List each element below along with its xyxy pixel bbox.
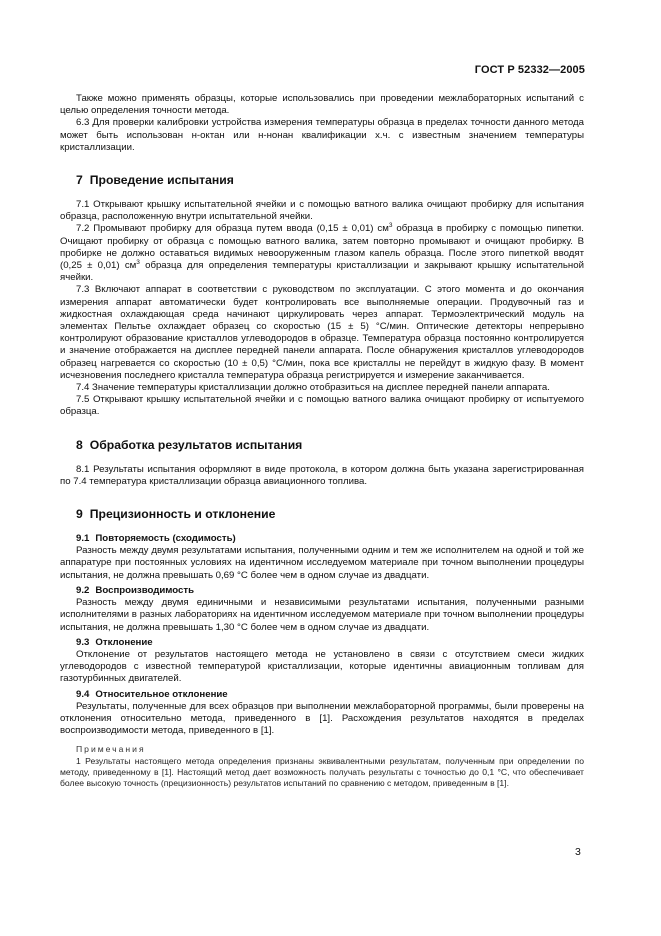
- section-number: 9: [76, 507, 83, 522]
- subsection-9-2-heading: [76, 585, 584, 597]
- text-span: образца в пробирку с помощью пипетки. Очищают пробирку от образца с помощью ватного валика, затем повторно промывают и очищают пробирку. В пробирке не должно оставаться видимых невооруженным глазом капель образца. После этого пипеткой вводят (0,25 ± 0,01) см: [60, 223, 584, 272]
- section-number: 8: [76, 437, 83, 452]
- subsection-title: Относительное отклонение: [95, 688, 228, 700]
- subsection-9-3-heading: [76, 637, 584, 649]
- paragraph-7-4: 7.4 Значение температуры кристаллизации должно отобразиться на дисплее передней панели аппарата.: [76, 382, 550, 394]
- section-title: Обработка результатов испытания: [89, 437, 303, 452]
- subsection-title: Повторяемость (сходимость): [95, 533, 236, 545]
- paragraph-7-3: 7.3 Включают аппарат в соответствии с руководством по эксплуатации. С этого момента и до окончания измерения аппарат автоматически будет контролировать все выполняемые операции. Продувочный газ и жидкостная охлаждающая среда начинают циркулировать через аппарат. Термоэлектрический модуль на элементах Пельтье охлаждает образец со скоростью (15 ± 5) °С/мин. Оптические детекторы непрерывно контролируют образование кристаллов углеводородов в образце. Температура образца постоянно контролируется и значение отображается на дисплее передней панели аппарата. После обнаружения кристаллов углеводородов образец нагревается со скоростью (10 ± 0,5) °С/мин, пока все кристаллы не перейдут в жидкую фазу. В момент исчезновения последнего кристалла температура образца регистрируется и измерение заканчивается.: [60, 284, 584, 381]
- document-code-header: ГОСТ Р 52332—2005: [474, 64, 585, 76]
- superscript: 3: [388, 222, 393, 230]
- text-span: образца для определения температуры кристаллизации и закрывают крышку испытательной ячейки.: [60, 260, 584, 284]
- paragraph: Также можно применять образцы, которые использовались при проведении межлабораторных испытаний с целью определения точности метода.: [60, 93, 584, 117]
- page-number: 3: [575, 846, 581, 858]
- subsection-9-1-heading: [76, 533, 584, 545]
- paragraph-7-2: [60, 223, 584, 284]
- subsection-number: 9.4: [76, 688, 90, 700]
- paragraph-9-3: Отклонение от результатов настоящего метода не установлено в связи с отсутствием смеси жидких углеводородов с известной температурой кристаллизации, которые идентичны авиационным топливам для газотурбинных двигателей.: [60, 648, 584, 685]
- note-1: 1 Результаты настоящего метода определения признаны эквивалентными результатам, полученным при определении по методу, приведенному в [1]. Настоящий метод дает возможность получать результаты с точностью до 0,1 °С, что обеспечивает более высокую точность (прецизионность) результатов испытаний по сравнению с методом, приведенным в [1].: [60, 755, 584, 789]
- notes-title: Примечания: [76, 744, 146, 755]
- paragraph-9-2: Разность между двумя единичными и независимыми результатами испытания, полученными разными исполнителями в разных лабораториях на идентичном исследуемом материале при точном выполнении процедуры испытания, не должна превышать 1,30 °С более чем в одном случае из двадцати.: [60, 597, 584, 633]
- paragraph-7-5: 7.5 Открывают крышку испытательной ячейки и с помощью ватного валика очищают пробирку от испытуемого образца.: [60, 394, 584, 418]
- paragraph-6-3: 6.3 Для проверки калибровки устройства измерения температуры образца в пределах точности данного метода может быть использован н-октан или н-нонан квалификации х.ч. с известным значением температуры кристаллизации.: [60, 117, 584, 153]
- section-8-heading: [60, 438, 584, 452]
- section-title: Прецизионность и отклонение: [89, 507, 276, 522]
- subsection-9-4-heading: [76, 689, 584, 701]
- subsection-title: Отклонение: [95, 636, 153, 648]
- paragraph-8-1: 8.1 Результаты испытания оформляют в виде протокола, в котором должна быть указана зарегистрированная по 7.4 температура кристаллизации образца авиационного топлива.: [60, 463, 584, 487]
- text-span: 7.2 Промывают пробирку для образца путем ввода (0,15 ± 0,01) см: [76, 223, 389, 235]
- subsection-number: 9.2: [76, 584, 90, 596]
- section-9-heading: [60, 507, 584, 521]
- subsection-number: 9.3: [76, 636, 90, 648]
- subsection-title: Воспроизводимость: [95, 584, 195, 596]
- paragraph-9-4: Результаты, полученные для всех образцов при выполнении межлабораторной программы, были проверены на отклонения относительно метода, приведенного в [1]. Расхождения результатов находятся в пределах воспроизводимости метода, приведенного в [1].: [60, 700, 584, 737]
- paragraph-7-1: 7.1 Открывают крышку испытательной ячейки и с помощью ватного валика очищают пробирку для испытания образца, расположенную внутри испытательной ячейки.: [60, 199, 584, 223]
- section-number: 7: [76, 173, 83, 188]
- page-content: [60, 93, 584, 789]
- section-7-heading: [60, 173, 584, 187]
- paragraph-9-1: Разность между двумя результатами испытания, полученными одним и тем же исполнителем на одной и той же аппаратуре при постоянных условиях на идентичном исследуемом материале при точном выполнении процедуры испытания, не должна превышать 0,69 °С более чем в одном случае из двадцати.: [60, 545, 584, 581]
- section-title: Проведение испытания: [89, 173, 234, 188]
- superscript: 3: [136, 259, 140, 267]
- subsection-number: 9.1: [76, 533, 90, 545]
